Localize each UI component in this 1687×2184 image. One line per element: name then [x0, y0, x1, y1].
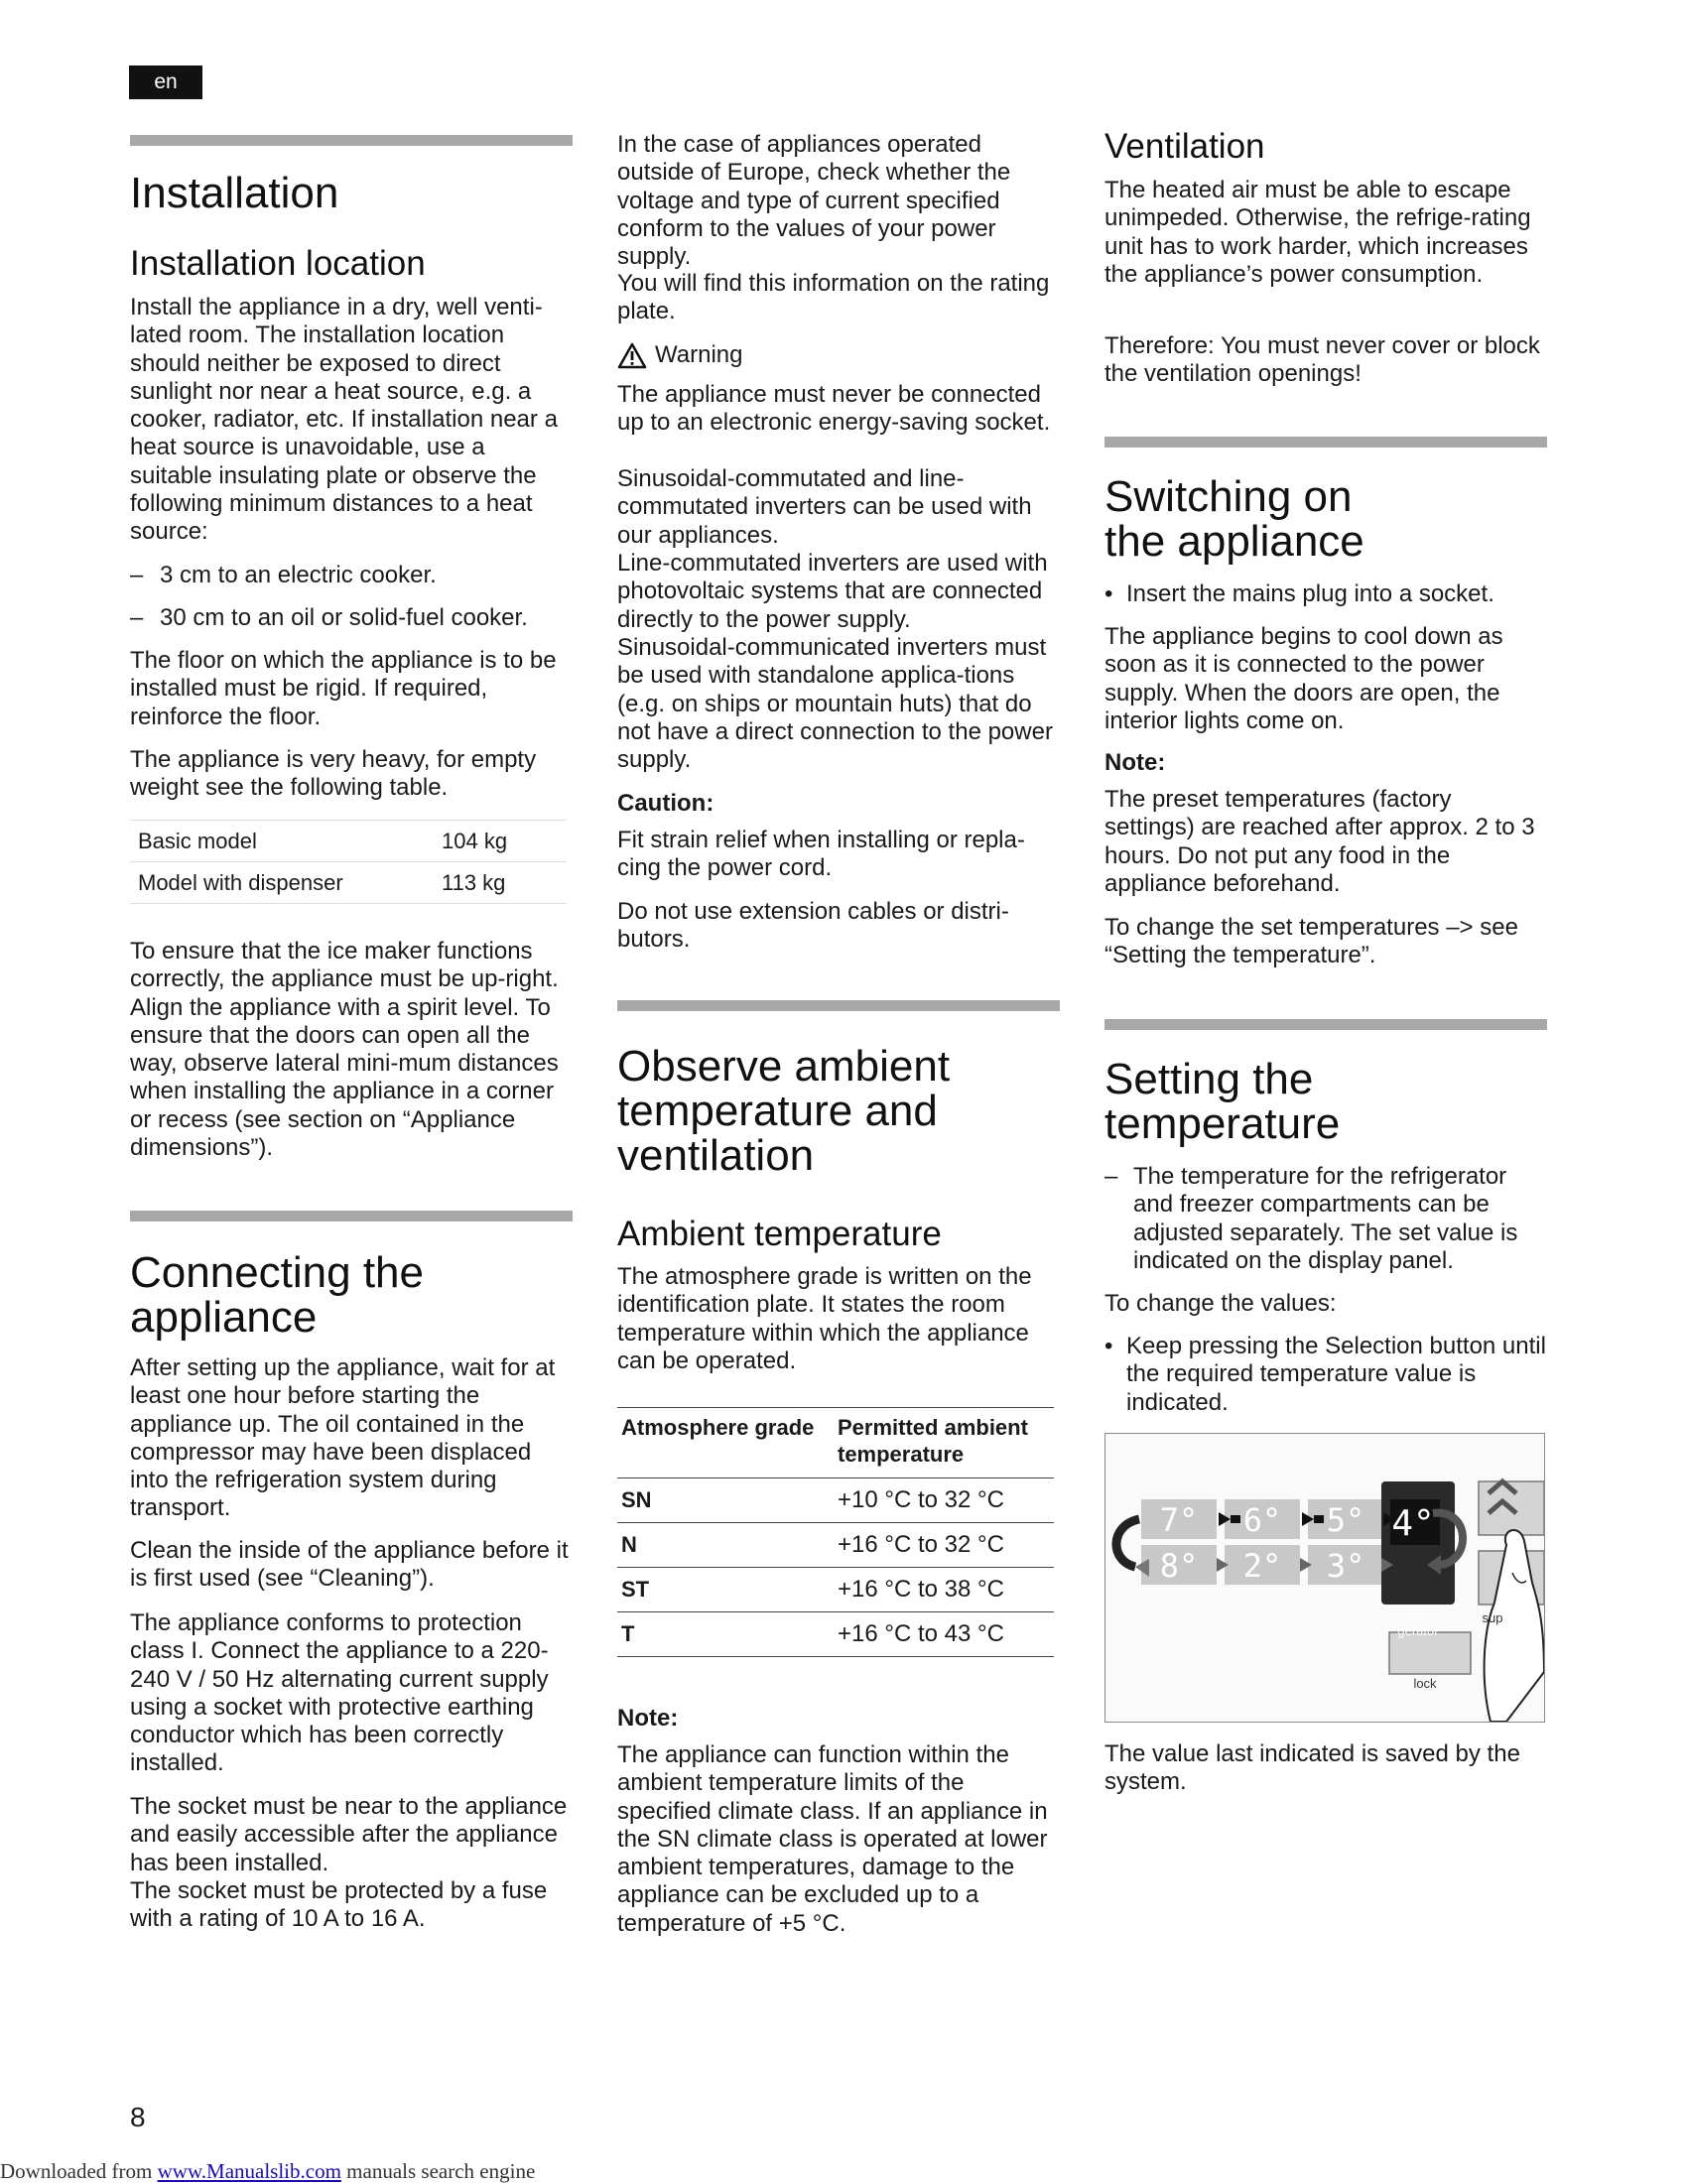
control-panel-drawing	[1105, 1434, 1544, 1722]
ice-maker-paragraph: To ensure that the ice maker functions correctly, the appliance must be up-right. Align the appliance with a spirit level. To ensure that the doors can open all the way, observe lateral mini-mum distances when installing the appliance in a corner or recess (see section on “Appliance dimensions”).	[130, 938, 559, 1162]
digit-label: 6°	[1242, 1501, 1282, 1539]
fuse-paragraph: The socket must be protected by a fuse with a rating of 10 A to 16 A.	[130, 1877, 548, 1933]
switching-heading-line2: the appliance	[1104, 517, 1364, 566]
distance-item: – 3 cm to an electric cooker.	[130, 562, 437, 588]
note-label: Note:	[617, 1705, 679, 1732]
section-divider	[130, 1211, 573, 1221]
caution-label: Caution:	[617, 790, 714, 817]
lock-label: lock	[1413, 1676, 1437, 1691]
rating-plate-paragraph: You will find this information on the rating plate.	[617, 270, 1050, 325]
range-cell: +16 °C to 43 °C	[834, 1612, 1054, 1657]
digit-label: 3°	[1326, 1547, 1365, 1585]
table-header-row	[617, 1408, 1054, 1478]
footer-suffix: manuals search engine	[340, 2159, 536, 2183]
weight-cell: 113 kg	[434, 862, 567, 904]
digit-label: 7°	[1159, 1501, 1199, 1539]
model-cell: Model with dispenser	[130, 862, 434, 904]
page-number: 8	[130, 2102, 146, 2132]
list-item: – The temperature for the refrigerator and freezer compartments can be adjusted separately. The set value is indicated on the display panel.	[1104, 1163, 1518, 1274]
inverter-paragraph: Line-commutated inverters are used with photovoltaic systems that are connected directly to the power supply.	[617, 550, 1048, 633]
section-divider	[1104, 437, 1547, 448]
grade-cell: SN	[617, 1478, 834, 1523]
manualslib-link[interactable]: www.Manualslib.com	[157, 2159, 341, 2183]
grade-cell: ST	[617, 1568, 834, 1612]
table-row	[617, 1523, 1054, 1568]
socket-paragraph: The socket must be near to the appliance and easily accessible after the appliance has been installed.	[130, 1793, 568, 1876]
installation-location-heading: Installation location	[130, 244, 426, 283]
model-cell: Basic model	[130, 821, 434, 862]
note-label: Note:	[1104, 749, 1166, 776]
atmosphere-paragraph: The atmosphere grade is written on the identification plate. It states the room temperature within which the appliance can be operated.	[617, 1263, 1032, 1374]
floor-paragraph: The floor on which the appliance is to be installed must be rigid. If required, reinforce the floor.	[130, 647, 557, 730]
ambient-heading-line3: ventilation	[617, 1131, 815, 1180]
setting-heading-line2: temperature	[1104, 1099, 1341, 1148]
table-row	[130, 821, 567, 862]
change-values-paragraph: To change the values:	[1104, 1290, 1337, 1317]
list-item: • Keep pressing the Selection button until the required temperature value is indicated.	[1104, 1333, 1546, 1416]
cleaning-paragraph: Clean the inside of the appliance before it is first used (see “Cleaning”).	[130, 1537, 569, 1593]
table-row	[130, 862, 567, 904]
refrigerator-label: gerator	[1397, 1623, 1439, 1638]
ambient-heading-line1: Observe ambient	[617, 1042, 951, 1091]
warning-heading: Warning	[617, 341, 1060, 369]
table-row	[617, 1478, 1054, 1523]
weight-table	[130, 820, 567, 904]
warning-icon	[617, 342, 647, 369]
ambient-temperature-heading: Ambient temperature	[617, 1215, 942, 1253]
caution-paragraph: Fit strain relief when installing or repla-cing the power cord.	[617, 827, 1025, 882]
column-header: Permitted ambient temperature	[834, 1408, 1054, 1478]
download-footer	[0, 2159, 535, 2184]
switching-heading-line1: Switching on	[1104, 472, 1353, 521]
connecting-heading-line2: appliance	[130, 1293, 318, 1342]
weight-cell: 104 kg	[434, 821, 567, 862]
refrigerator-label: refri-	[1404, 1608, 1432, 1623]
range-cell: +16 °C to 38 °C	[834, 1568, 1054, 1612]
control-panel-illustration	[1104, 1433, 1545, 1723]
cooling-paragraph: The appliance begins to cool down as soon as it is connected to the power supply. When the doors are open, the interior lights come on.	[1104, 623, 1503, 734]
range-cell: +16 °C to 32 °C	[834, 1523, 1054, 1568]
saved-value-paragraph: The value last indicated is saved by the system.	[1104, 1740, 1520, 1796]
grade-cell: T	[617, 1612, 834, 1657]
table-row	[617, 1612, 1054, 1657]
note-paragraph: The appliance can function within the ambient temperature limits of the specified climate class. If an appliance in the SN climate class is operated at lower ambient temperatures, damage to the appliance can be excluded up to a temperature of +5 °C.	[617, 1741, 1048, 1937]
warning-paragraph: The appliance must never be connected up to an electronic energy-saving socket.	[617, 381, 1051, 437]
ventilation-heading: Ventilation	[1104, 127, 1265, 166]
setting-heading-line1: Setting the	[1104, 1055, 1314, 1103]
ventilation-paragraph: The heated air must be able to escape unimpeded. Otherwise, the refrige-rating unit has to work harder, which increases the appliance’s power consumption.	[1104, 177, 1531, 288]
voltage-paragraph: In the case of appliances operated outside of Europe, check whether the voltage and type of current specified conform to the values of your power supply.	[617, 131, 1011, 271]
installation-heading: Installation	[130, 169, 339, 217]
inverter-paragraph: Sinusoidal-commutated and line-commutated inverters can be used with our appliances.	[617, 465, 1032, 549]
display-value: 4°	[1391, 1503, 1435, 1544]
digit-label: 8°	[1159, 1547, 1199, 1585]
digit-label: 2°	[1242, 1547, 1282, 1585]
table-row	[617, 1568, 1054, 1612]
distance-item: – 30 cm to an oil or solid-fuel cooker.	[130, 604, 528, 631]
super-label: sup	[1482, 1610, 1503, 1625]
language-tab: en	[129, 65, 202, 99]
ventilation-paragraph: Therefore: You must never cover or block the ventilation openings!	[1104, 332, 1540, 388]
connecting-paragraph: After setting up the appliance, wait for at least one hour before starting the appliance up. The oil contained in the compressor may have been displaced into the refrigeration system during transport.	[130, 1354, 556, 1522]
atmosphere-table	[617, 1407, 1054, 1657]
note-paragraph: The preset temperatures (factory settings) are reached after approx. 2 to 3 hours. Do not put any food in the appliance beforehand.	[1104, 786, 1535, 897]
section-divider	[1104, 1019, 1547, 1030]
footer-prefix: Downloaded from	[0, 2159, 158, 2183]
ambient-heading-line2: temperature and	[617, 1087, 938, 1135]
list-item: • Insert the mains plug into a socket.	[1104, 580, 1494, 607]
digit-label: 5°	[1326, 1501, 1365, 1539]
section-divider	[617, 1000, 1060, 1011]
reference-paragraph: To change the set temperatures –> see “Setting the temperature”.	[1104, 914, 1518, 969]
section-divider	[130, 135, 573, 146]
weight-paragraph: The appliance is very heavy, for empty weight see the following table.	[130, 746, 537, 802]
installation-paragraph: Install the appliance in a dry, well venti-lated room. The installation location should neither be exposed to direct sunlight nor near a heat source, e.g. a cooker, radiator, etc. If installation near a heat source is unavoidable, use a suitable insulating plate or observe the following minimum distances to a heat source:	[130, 294, 558, 546]
connecting-heading-line1: Connecting the	[130, 1248, 424, 1297]
caution-paragraph: Do not use extension cables or distri-butors.	[617, 898, 1009, 954]
column-header: Atmosphere grade	[617, 1408, 834, 1478]
range-cell: +10 °C to 32 °C	[834, 1478, 1054, 1523]
inverter-paragraph: Sinusoidal-communicated inverters must be used with standalone applica-tions (e.g. on ships or mountain huts) that do not have a direct connection to the power supply.	[617, 634, 1053, 774]
grade-cell: N	[617, 1523, 834, 1568]
protection-paragraph: The appliance conforms to protection class I. Connect the appliance to a 220-240 V / 50 Hz alternating current supply using a socket with protective earthing conductor which has been correctly installed.	[130, 1609, 549, 1777]
